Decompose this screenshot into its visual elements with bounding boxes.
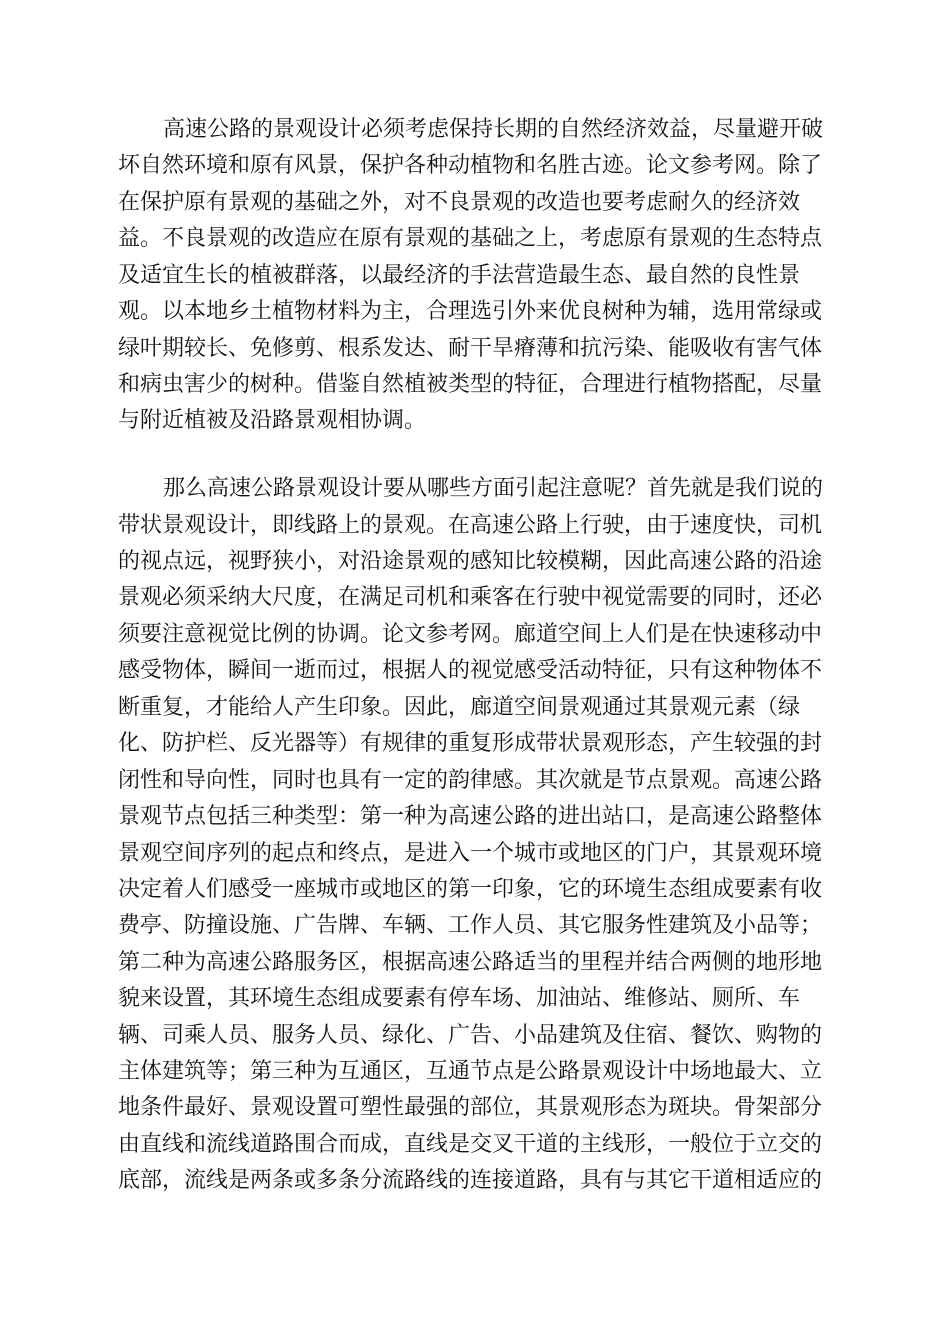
paragraph-line: 坏自然环境和原有风景，保护各种动植物和名胜古迹。论文参考网。除了 bbox=[118, 153, 823, 178]
paragraph-line: 绿叶期较长、免修剪、根系发达、耐干旱瘠薄和抗污染、能吸收有害气体 bbox=[118, 336, 823, 361]
paragraph-line: 第二种为高速公路服务区，根据高速公路适当的里程并结合两侧的地形地 bbox=[118, 950, 823, 975]
paragraph-line: 观。以本地乡土植物材料为主，合理选引外来优良树种为辅，选用常绿或 bbox=[118, 299, 823, 324]
paragraph-line: 景观空间序列的起点和终点，是进入一个城市或地区的门户，其景观环境 bbox=[118, 841, 823, 866]
paragraph-line: 辆、司乘人员、服务人员、绿化、广告、小品建筑及住宿、餐饮、购物的 bbox=[118, 1023, 823, 1048]
paragraph-line: 益。不良景观的改造应在原有景观的基础之上，考虑原有景观的生态特点 bbox=[118, 226, 823, 251]
paragraph-line: 那么高速公路景观设计要从哪些方面引起注意呢？首先就是我们说的 bbox=[163, 476, 824, 501]
paragraph-line: 主体建筑等；第三种为互通区，互通节点是公路景观设计中场地最大、立 bbox=[118, 1059, 823, 1084]
paragraph-line: 在保护原有景观的基础之外，对不良景观的改造也要考虑耐久的经济效 bbox=[118, 190, 801, 215]
paragraph-line: 和病虫害少的树种。借鉴自然植被类型的特征，合理进行植物搭配，尽量 bbox=[118, 372, 823, 397]
paragraph-line: 费亭、防撞设施、广告牌、车辆、工作人员、其它服务性建筑及小品等； bbox=[118, 913, 823, 938]
paragraph-line: 及适宜生长的植被群落，以最经济的手法营造最生态、最自然的良性景 bbox=[118, 263, 801, 288]
paragraph-line: 地条件最好、景观设置可塑性最强的部位，其景观形态为斑块。骨架部分 bbox=[118, 1095, 823, 1120]
paragraph-line: 感受物体，瞬间一逝而过，根据人的视觉感受活动特征，只有这种物体不 bbox=[118, 658, 823, 683]
paragraph-line: 景观节点包括三种类型：第一种为高速公路的进出站口，是高速公路整体 bbox=[118, 804, 823, 829]
paragraph-line: 化、防护栏、反光器等）有规律的重复形成带状景观形态，产生较强的封 bbox=[118, 731, 823, 756]
paragraph-line: 景观必须采纳大尺度，在满足司机和乘客在行驶中视觉需要的同时，还必 bbox=[118, 585, 823, 610]
paragraph-line: 闭性和导向性，同时也具有一定的韵律感。其次就是节点景观。高速公路 bbox=[118, 768, 823, 793]
paragraph-line: 底部，流线是两条或多条分流路线的连接道路，具有与其它干道相适应的 bbox=[118, 1168, 823, 1193]
paragraph-line: 高速公路的景观设计必须考虑保持长期的自然经济效益，尽量避开破 bbox=[163, 117, 824, 142]
paragraph-line: 带状景观设计，即线路上的景观。在高速公路上行驶，由于速度快，司机 bbox=[118, 513, 823, 538]
paragraph-line: 貌来设置，其环境生态组成要素有停车场、加油站、维修站、厕所、车 bbox=[118, 986, 801, 1011]
paragraph-line: 与附近植被及沿路景观相协调。 bbox=[118, 408, 427, 433]
paragraph-line: 须要注意视觉比例的协调。论文参考网。廊道空间上人们是在快速移动中 bbox=[118, 622, 823, 647]
paragraph-line: 决定着人们感受一座城市或地区的第一印象，它的环境生态组成要素有收 bbox=[118, 877, 823, 902]
paragraph-line: 由直线和流线道路围合而成，直线是交叉干道的主线形，一般位于立交的 bbox=[118, 1132, 823, 1157]
paragraph-line: 断重复，才能给人产生印象。因此，廊道空间景观通过其景观元素（绿 bbox=[118, 695, 801, 720]
paragraph-line: 的视点远，视野狭小，对沿途景观的感知比较模糊，因此高速公路的沿途 bbox=[118, 549, 823, 574]
